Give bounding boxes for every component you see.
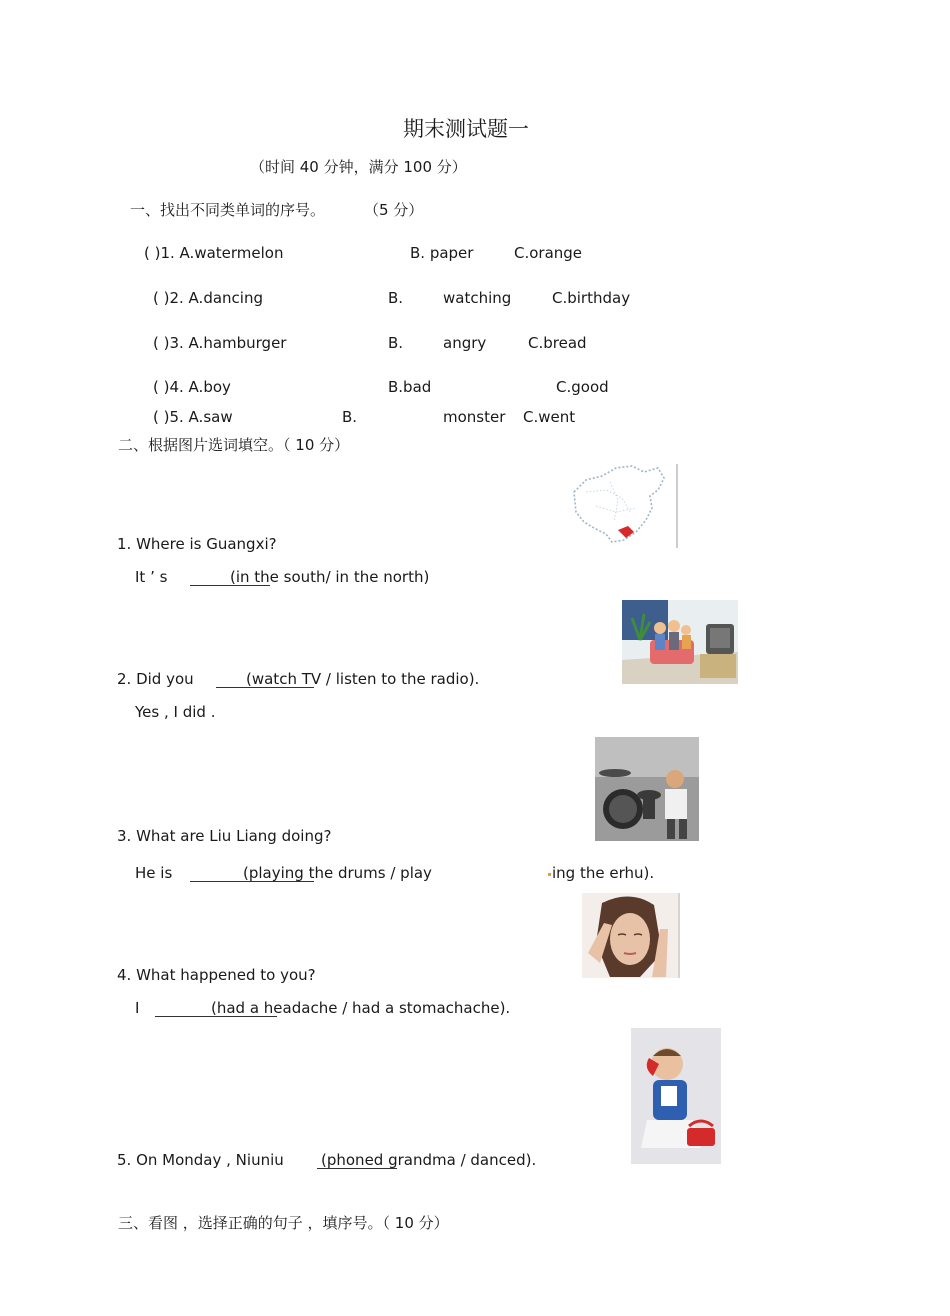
s1-item2-b2: watching — [443, 289, 512, 307]
headache-image — [582, 893, 680, 978]
s1-item4-b: B.bad — [388, 378, 432, 396]
q2-question-prefix: 2. Did you — [117, 670, 194, 688]
q4-question: 4. What happened to you? — [117, 966, 316, 984]
q3-options-part2: ing the erhu). — [552, 864, 655, 882]
q5-options: (phoned grandma / danced). — [321, 1151, 537, 1169]
page-title: 期末测试题一 — [403, 117, 529, 141]
q2-answer: Yes , I did . — [135, 703, 216, 721]
s1-item3-b: B. — [388, 334, 404, 352]
q5-question-prefix: 5. On Monday , Niuniu — [117, 1151, 284, 1169]
q1-answer-prefix: It ’ s — [135, 568, 168, 586]
s1-item4-a: ( )4. A.boy — [153, 378, 231, 396]
drums-image — [595, 737, 699, 841]
q3-question: 3. What are Liu Liang doing? — [117, 827, 332, 845]
s1-item2-a: ( )2. A.dancing — [153, 289, 263, 307]
page-subtitle: （时间 40 分钟，满分 100 分） — [250, 158, 467, 176]
s1-item2-c: C.birthday — [552, 289, 631, 307]
q1-options: (in the south/ in the north) — [230, 568, 430, 586]
china-map-image — [566, 462, 680, 550]
q2-options: (watch TV / listen to the radio). — [246, 670, 480, 688]
s1-item5-b2: monster — [443, 408, 506, 426]
s1-item3-c: C.bread — [528, 334, 587, 352]
section1-score: （5 分） — [364, 201, 424, 219]
q3-options-part1: (playing the drums / play — [243, 864, 432, 882]
q4-options: (had a headache / had a stomachache). — [211, 999, 511, 1017]
family-tv-image — [622, 600, 738, 684]
s1-item1-a: ( )1. A.watermelon — [144, 244, 284, 262]
s1-item3-b2: angry — [443, 334, 487, 352]
s1-item1-c: C.orange — [514, 244, 583, 262]
section3-heading: 三、看图 ，选择正确的句子 ，填序号。（ 10 分） — [118, 1214, 449, 1232]
s1-item2-b: B. — [388, 289, 404, 307]
stray-dot — [548, 873, 551, 876]
s1-item5-c: C.went — [523, 408, 576, 426]
s1-item4-c: C.good — [556, 378, 609, 396]
q3-answer-prefix: He is — [135, 864, 173, 882]
s1-item3-a: ( )3. A.hamburger — [153, 334, 287, 352]
section2-heading: 二、根据图片选词填空。（ 10 分） — [118, 436, 350, 454]
baby-phone-image — [631, 1028, 721, 1164]
q1-question: 1. Where is Guangxi? — [117, 535, 277, 553]
s1-item1-b: B. paper — [410, 244, 474, 262]
q4-answer-prefix: I — [135, 999, 140, 1017]
s1-item5-b: B. — [342, 408, 358, 426]
section1-heading: 一、找出不同类单词的序号。 — [130, 201, 326, 219]
s1-item5-a: ( )5. A.saw — [153, 408, 233, 426]
